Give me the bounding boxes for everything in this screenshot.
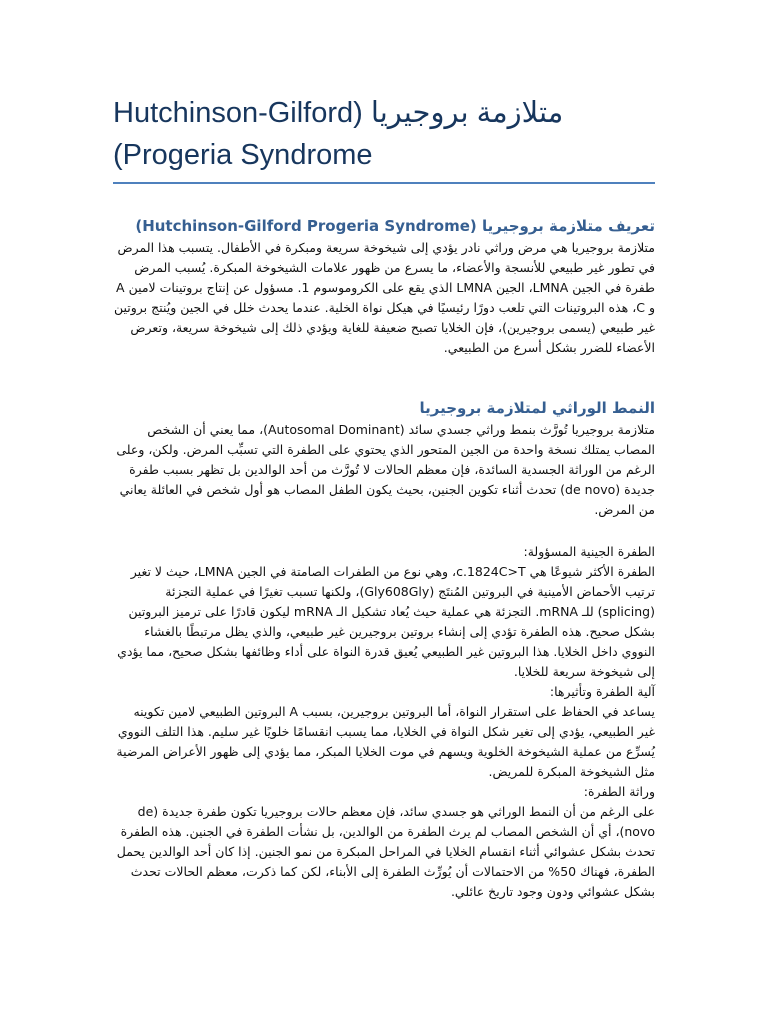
heading-definition: تعريف متلازمة بروجيريا (Hutchinson-Gilford Progeria Syndrome)	[135, 217, 655, 235]
paragraph-mutation-inheritance: على الرغم من أن النمط الوراثي هو جسدي سائد، فإن معظم حالات بروجيريا تكون طفرة جديدة (de novo)، أي أن الشخص المصاب لم يرث الطفرة من الوالدين، بل نشأت الطفرة في الجنين. هذه الطفرة تحدث بشكل عشوائي أثناء انقسام الخلايا في المراحل المبكرة من نمو الجنين. إذا كان أحد الوالدين يحمل الطفرة، فهناك 50% من الاحتمالات أن يُورِّث الطفرة إلى الأبناء، لكن كما ذكرت، معظم الحالات تحدث بشكل عشوائي ودون وجود تاريخ عائلي.	[116, 804, 655, 899]
document-page	[113, 0, 655, 902]
paragraph-mutation-mechanism: يساعد في الحفاظ على استقرار النواة، أما البروتين بروجيرين، بسبب A البروتين الطبيعي لامين تكوينه غير الطبيعي، يؤدي إلى تغير شكل النواة في الخلايا، مما يسبب انقسامًا خلويًا غير سليم. هذا التلف النووي يُسرِّع من عملية الشيخوخة الخلوية ويسهم في موت الخلايا المبكر، مما يؤدي إلى ظهور الأعراض المرضية مثل الشيخوخة المبكرة للمريض.	[116, 704, 655, 779]
label-responsible-mutation: الطفرة الجينية المسؤولة:	[523, 544, 655, 559]
label-mutation-inheritance: وراثة الطفرة:	[583, 784, 655, 799]
paragraph-inheritance-pattern: متلازمة بروجيريا تُورَّث بنمط وراثي جسدي سائد (Autosomal Dominant)، مما يعني أن الشخص المصاب يمتلك نسخة واحدة من الجين المتحور الذي يحتوي على الطفرة التي تسبِّب المرض. ولكن، وعلى الرغم من الوراثة الجسدية السائدة، فإن معظم الحالات لا تُورَّث من أحد الوالدين بل تظهر بسبب طفرة جديدة (de novo) تحدث أثناء تكوين الجنين، بحيث يكون الطفل المصاب هو أول شخص في العائلة يعاني من المرض.	[116, 422, 655, 517]
heading-inheritance-pattern: النمط الوراثي لمتلازمة بروجيريا	[419, 399, 655, 417]
paragraph-definition: متلازمة بروجيريا هي مرض وراثي نادر يؤدي إلى شيخوخة سريعة ومبكرة في الأطفال. يتسبب هذا المرض في تطور غير طبيعي للأنسجة والأعضاء، ما يسرع من ظهور علامات الشيخوخة المبكرة. يُسبب المرض طفرة في الجين LMNA، الجين LMNA الذي يقع على الكروموسوم 1. مسؤول عن إنتاج بروتينات لامين A و C، هذه البروتينات التي تلعب دورًا رئيسيًا في هيكل نواة الخلية. عندما يحدث خلل في الجين ويُنتج بروتين غير طبيعي (يسمى بروجيرين)، فإن الخلايا تصبح ضعيفة للغاية ويؤدي ذلك إلى شيخوخة سريعة، وتعرض الأعضاء للضرر بشكل أسرع من الطبيعي.	[113, 240, 655, 355]
document-title: متلازمة بروجيريا (Hutchinson-Gilford Progeria Syndrome)	[113, 97, 564, 171]
title-underline	[113, 182, 655, 184]
paragraph-responsible-mutation: الطفرة الأكثر شيوعًا هي c.1824C>T، وهي نوع من الطفرات الصامتة في الجين LMNA، حيث لا تغير ترتيب الأحماض الأمينية في البروتين المُنتَج (Gly608Gly)، ولكنها تسبب تغيرًا في عملية التجزئة (splicing) للـ mRNA. التجزئة هي عملية حيث يُعاد تشكيل الـ mRNA ليكون قادرًا على ترميز البروتين بشكل صحيح. هذه الطفرة تؤدي إلى إنشاء بروتين بروجيرين غير طبيعي، والذي يظل مرتبطًا بالغشاء النووي داخل الخلايا. هذا البروتين غير الطبيعي يُعيق قدرة النواة على أداء وظائفها بشكل صحيح، مما يؤدي إلى شيخوخة سريعة للخلايا.	[117, 564, 655, 679]
label-mutation-mechanism: آلية الطفرة وتأثيرها:	[549, 684, 655, 699]
